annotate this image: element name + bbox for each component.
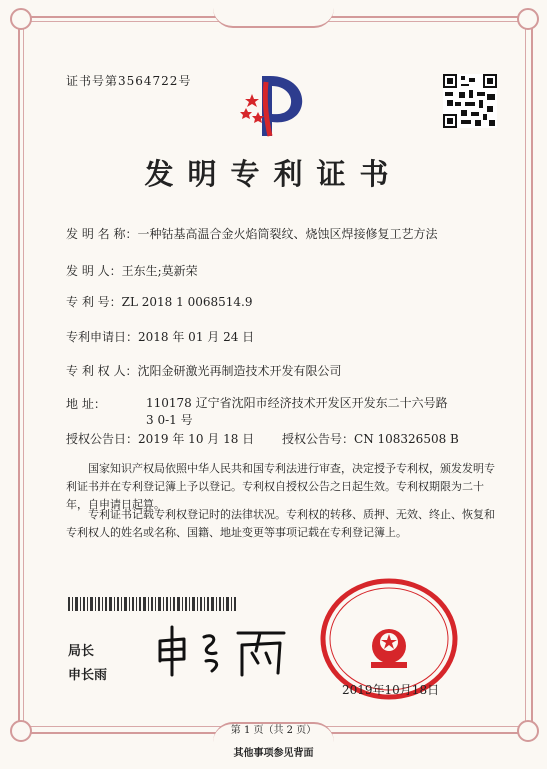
patentee-row — [66, 362, 341, 380]
grant-row — [66, 430, 254, 448]
certificate-title: 发明专利证书 — [144, 157, 403, 191]
invention-name-label: 发 明 名 称： — [66, 227, 138, 241]
filing-date-value: 2018 年 01 月 24 日 — [138, 330, 255, 344]
qr-code-icon — [443, 74, 497, 128]
page-indicator: 第 1 页（共 2 页） — [230, 725, 317, 736]
certificate-number: 证书号第3564722号 — [66, 74, 192, 88]
grant-date-label: 授权公告日： — [66, 432, 139, 446]
corner-ornament — [517, 8, 539, 30]
inventor-row — [66, 262, 198, 280]
address-row — [66, 395, 106, 413]
grant-number-row — [282, 430, 459, 448]
grant-date-value: 2019 年 10 月 18 日 — [138, 432, 255, 446]
grant-statement-paragraph: 国家知识产权局依照中华人民共和国专利法进行审查，决定授予专利权，颁发发明专利证书并在专利登记簿上予以登记。专利权自授权公告之日起生效。专利权期限为二十年，自申请日起算。 — [66, 462, 495, 511]
seal-date: 2019年10月18日 — [342, 683, 440, 697]
patentee-label: 专 利 权 人： — [66, 364, 138, 378]
grant-number-value: CN 108326508 B — [354, 432, 459, 446]
barcode-icon — [68, 597, 238, 611]
commissioner-title: 局长 — [68, 644, 95, 659]
patent-office-logo-icon — [236, 72, 310, 138]
invention-name-value: 一种钴基高温合金火焰筒裂纹、烧蚀区焊接修复工艺方法 — [137, 227, 438, 241]
filing-date-label: 专利申请日： — [66, 330, 139, 344]
invention-name-row — [66, 225, 437, 243]
patent-number-label: 专 利 号： — [66, 295, 122, 309]
patent-number-value: ZL 2018 1 0068514.9 — [121, 295, 253, 309]
top-ornament — [213, 8, 334, 28]
patentee-value: 沈阳金研激光再制造技术开发有限公司 — [137, 364, 342, 378]
filing-date-row — [66, 328, 254, 346]
legal-status-paragraph: 专利证书记载专利权登记时的法律状况。专利权的转移、质押、无效、终止、恢复和专利权人的姓名或名称、国籍、地址变更等事项记载在专利登记簿上。 — [66, 508, 495, 539]
corner-ornament — [10, 8, 32, 30]
commissioner-name: 申长雨 — [68, 668, 108, 683]
address-value: 110178 辽宁省沈阳市经济技术开发区开发东二十六号路 3 0-1 号 — [146, 396, 448, 427]
grant-number-label: 授权公告号： — [282, 432, 355, 446]
handwritten-signature — [152, 623, 302, 681]
footer-note: 其他事项参见背面 — [233, 748, 314, 759]
inventor-value: 王东生;莫新荣 — [121, 264, 198, 278]
patent-number-row — [66, 293, 252, 311]
address-label: 地 址： — [66, 397, 106, 411]
inventor-label: 发 明 人： — [66, 264, 122, 278]
